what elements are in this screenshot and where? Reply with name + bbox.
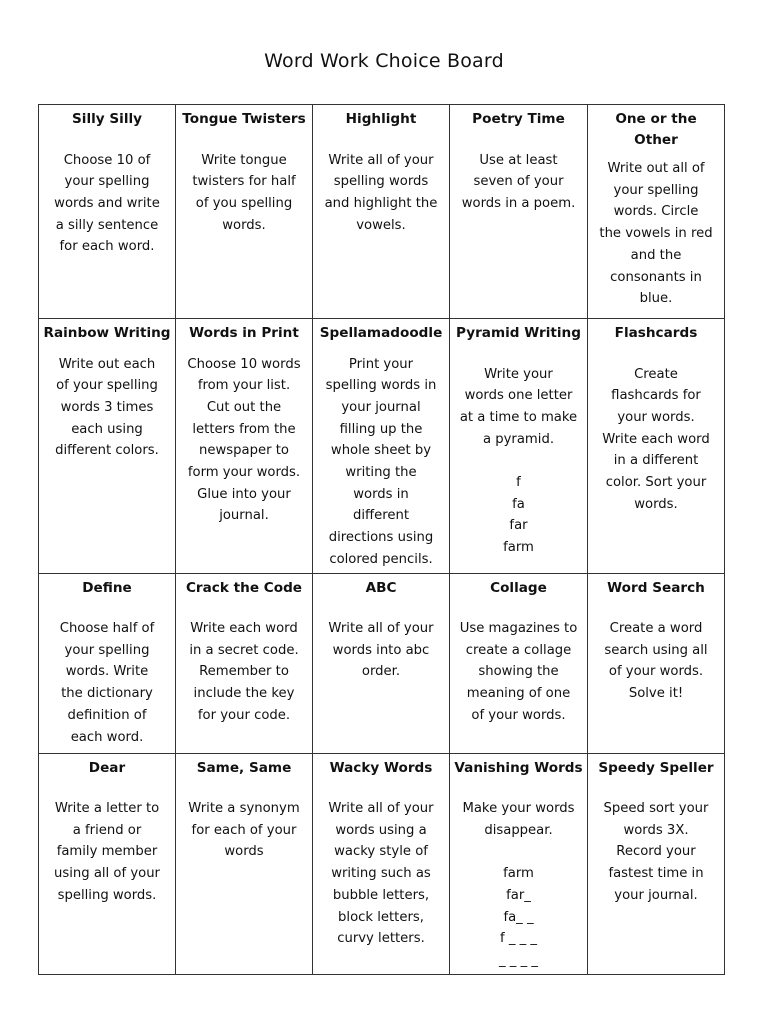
cell-instructions: Choose 10 words from your list. Cut out the letters from the newspaper to form your words. Glue into your journal. [187,356,301,524]
cell-instructions: Choose half of your spelling words. Write the dictionary definition of each word. [59,621,155,745]
cell-instructions: Create flashcards for your words. Write each word in a different color. Sort your words. [602,366,710,512]
cell-instructions: Print your spelling words in your journal filling up the whole sheet by writing the words in different directions using colored pencils. [325,356,437,567]
cell-instructions: Use magazines to create a collage showing the meaning of one of your words. [459,621,578,723]
cell-title: Tongue Twisters [182,111,306,127]
cell-title: Rainbow Writing [43,325,171,341]
board-cell-highlight [313,105,450,319]
cell-title: Flashcards [614,325,698,341]
cell-instructions: Write all of your spelling words and highlight the vowels. [324,152,438,233]
cell-instructions: Write all of your words into abc order. [328,621,434,680]
cell-title: Highlight [345,111,417,127]
cell-instructions: Use at least seven of your words in a poem. [461,152,576,211]
board-cell-silly-silly [39,105,176,319]
cell-instructions: Make your words disappear. farm far_ fa_ _ f _ _ _ _ _ _ _ [462,801,575,968]
cell-title: Speedy Speller [598,759,714,776]
board-cell-crack-the-code [176,573,313,753]
board-cell-one-or-the-other [588,105,725,319]
board-row [39,105,725,319]
board-cell-word-search [588,573,725,753]
board-row [39,753,725,974]
cell-instructions: Write tongue twisters for half of you spelling words. [192,152,296,233]
cell-title: Pyramid Writing [456,325,581,341]
cell-title: Dear [88,759,126,776]
cell-title: Silly Silly [72,111,142,127]
cell-title: Word Search [607,579,705,596]
cell-title: Same, Same [196,759,292,776]
board-cell-dear [39,753,176,974]
board-cell-words-in-print [176,319,313,574]
board-cell-spellamadoodle [313,319,450,574]
cell-title: ABC [365,579,397,596]
board-row [39,573,725,753]
board-cell-speedy-speller [588,753,725,974]
cell-title: Collage [490,579,547,596]
board-cell-wacky-words [313,753,450,974]
board-cell-abc [313,573,450,753]
cell-title: Poetry Time [472,111,565,127]
cell-title: Vanishing Words [454,759,583,776]
choice-board-table [38,104,725,975]
page-title: Word Work Choice Board [264,50,504,72]
cell-instructions: Write a letter to a friend or family member using all of your spelling words. [54,801,160,903]
cell-title: Crack the Code [185,579,303,596]
board-row [39,319,725,574]
cell-title: Words in Print [189,325,299,341]
board-cell-define [39,573,176,753]
board-cell-tongue-twisters [176,105,313,319]
cell-title: One or the Other [615,111,697,148]
cell-instructions: Write a synonym for each of your words [188,801,300,860]
board-cell-pyramid-writing [450,319,588,574]
board-cell-vanishing-words [450,753,588,974]
cell-instructions: Speed sort your words 3X. Record your fastest time in your journal. [603,801,709,903]
board-cell-flashcards [588,319,725,574]
cell-instructions: Write your words one letter at a time to make a pyramid. f fa far farm [459,366,578,556]
cell-instructions: Write each word in a secret code. Remember to include the key for your code. [189,621,299,723]
board-cell-rainbow-writing [39,319,176,574]
cell-instructions: Write all of your words using a wacky style of writing such as bubble letters, block letters, curvy letters. [328,801,434,947]
board-cell-poetry-time [450,105,588,319]
cell-instructions: Write out all of your spelling words. Circle the vowels in red and the consonants in blue. [599,161,713,307]
board-cell-collage [450,573,588,753]
cell-instructions: Create a word search using all of your words. Solve it! [604,621,708,702]
cell-instructions: Write out each of your spelling words 3 times each using different colors. [55,356,159,459]
cell-title: Define [82,579,132,596]
board-cell-same-same [176,753,313,974]
cell-title: Wacky Words [329,759,433,776]
cell-title: Spellamadoodle [319,325,443,341]
cell-instructions: Choose 10 of your spelling words and write a silly sentence for each word. [54,152,160,255]
